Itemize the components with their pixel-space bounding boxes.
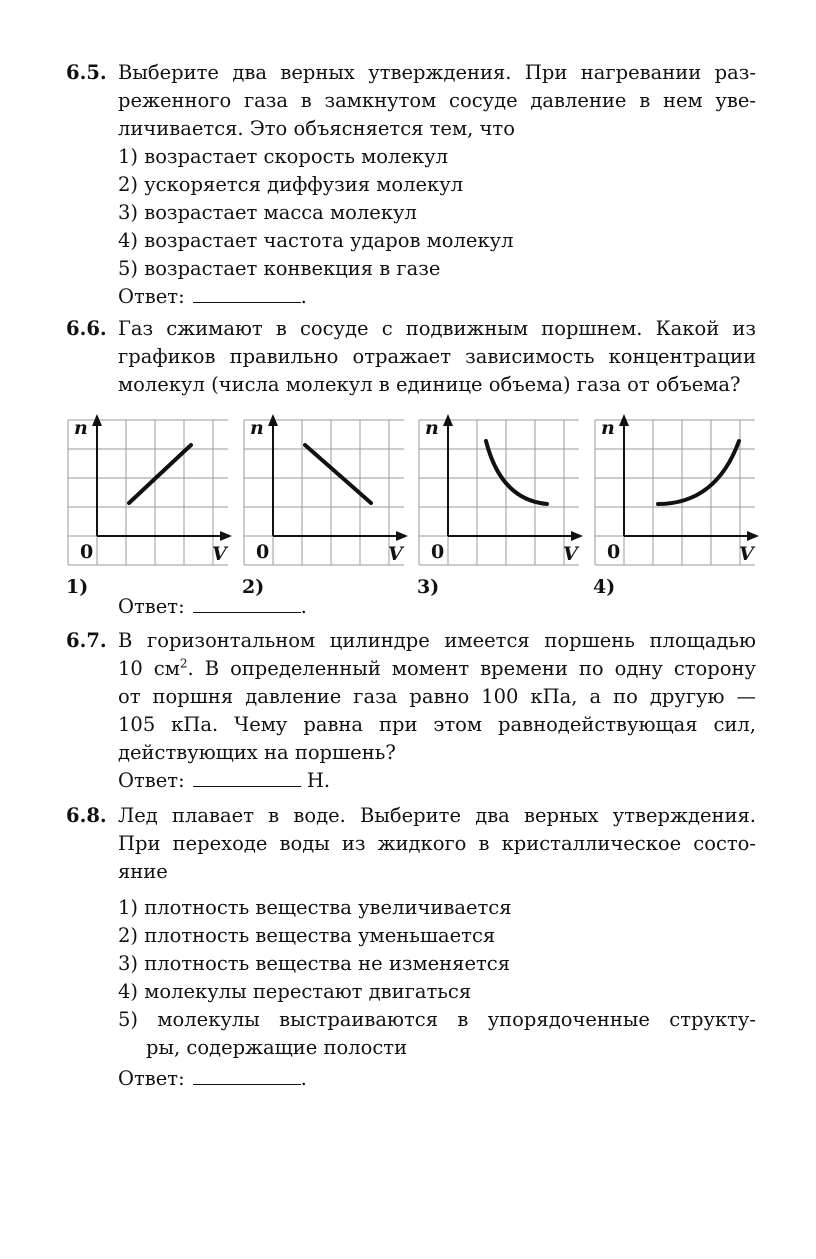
answer-blank[interactable]: [193, 596, 301, 613]
answer-row: [118, 1066, 307, 1092]
problem-text-line: яние: [118, 860, 168, 883]
answer-option: 1) возрастает скорость молекул: [118, 145, 449, 168]
x-axis-label: V: [388, 543, 403, 565]
problem-text-line: 105 кПа. Чему равна при этом равнодействующая сил,: [118, 713, 756, 736]
problem-text-line: от поршня давление газа равно 100 кПа, а по другую —: [118, 685, 756, 708]
answer-option: 1) плотность вещества увеличивается: [118, 896, 512, 919]
x-axis-label: V: [739, 543, 754, 565]
answer-label: Ответ:: [118, 595, 185, 618]
answer-option: 3) плотность вещества не изменяется: [118, 952, 511, 975]
answer-label: Ответ:: [118, 1067, 185, 1090]
x-axis-arrow: [571, 531, 583, 541]
x-axis-arrow: [747, 531, 759, 541]
text-fragment: . В определенный момент времени по одну сторону: [187, 657, 756, 680]
problem-number: 6.8.: [66, 804, 107, 827]
answer-tail: .: [300, 1067, 307, 1090]
problem-number: 6.6.: [66, 317, 107, 340]
answer-option: 2) плотность вещества уменьшается: [118, 924, 496, 947]
problem-text-line: При переходе воды из жидкого в кристаллическое состо-: [118, 832, 756, 855]
problem-text-line: реженного газа в замкнутом сосуде давление в нем уве-: [118, 89, 756, 112]
superscript: 2: [179, 656, 188, 671]
origin-label: 0: [256, 541, 270, 563]
x-axis-arrow: [396, 531, 408, 541]
problem-text-line: Выберите два верных утверждения. При нагревании раз-: [118, 61, 756, 84]
answer-option: 5) возрастает конвекция в газе: [118, 257, 441, 280]
answer-blank[interactable]: [193, 1068, 301, 1085]
answer-row: [118, 284, 307, 310]
graph-label: 4): [593, 576, 616, 598]
problem-text-line: действующих на поршень?: [118, 741, 396, 764]
answer-option: 4) возрастает частота ударов молекул: [118, 229, 514, 252]
answer-blank[interactable]: [193, 286, 301, 303]
x-axis-label: V: [563, 543, 578, 565]
answer-blank[interactable]: [193, 770, 301, 787]
graph-label: 1): [66, 576, 89, 598]
y-axis-label: n: [425, 417, 439, 439]
answer-option: 3) возрастает масса молекул: [118, 201, 417, 224]
origin-label: 0: [431, 541, 445, 563]
answer-tail: .: [300, 285, 307, 308]
problem-text-line: В горизонтальном цилиндре имеется поршень площадью: [118, 629, 756, 652]
graph-3: [415, 408, 585, 573]
answer-label: Ответ:: [118, 285, 185, 308]
graph-curve: [305, 445, 371, 503]
problem-number: 6.5.: [66, 61, 107, 84]
problem-number: 6.7.: [66, 629, 107, 652]
problem-text-line: графиков правильно отражает зависимость концентрации: [118, 345, 756, 368]
x-axis-arrow: [220, 531, 232, 541]
y-axis-label: n: [74, 417, 88, 439]
y-axis-label: n: [601, 417, 615, 439]
graph-label: 3): [417, 576, 440, 598]
answer-option: 5) молекулы выстраиваются в упорядоченные структу-: [118, 1008, 756, 1031]
answer-option: 4) молекулы перестают двигаться: [118, 980, 472, 1003]
problem-text-line: Газ сжимают в сосуде с подвижным поршнем. Какой из: [118, 317, 756, 340]
problem-text-line: личивается. Это объясняется тем, что: [118, 117, 515, 140]
problem-text-line: молекул (числа молекул в единице объема) газа от объема?: [118, 373, 741, 396]
graph-2: [240, 408, 410, 573]
graph-curve: [486, 441, 547, 504]
text-fragment: 10 см: [118, 657, 180, 680]
answer-option: 2) ускоряется диффузия молекул: [118, 173, 464, 196]
x-axis-label: V: [212, 543, 227, 565]
graph-curve: [129, 445, 191, 503]
answer-tail: .: [300, 595, 307, 618]
answer-unit: Н.: [306, 769, 331, 792]
graph-curve: [658, 441, 739, 504]
answer-label: Ответ:: [118, 769, 185, 792]
origin-label: 0: [80, 541, 94, 563]
graph-label: 2): [242, 576, 265, 598]
graph-4: [591, 408, 761, 573]
problem-text-line: [118, 656, 756, 682]
answer-option-continuation: ры, содержащие полости: [146, 1036, 408, 1059]
answer-row: [118, 594, 307, 620]
problem-text-line: Лед плавает в воде. Выберите два верных утверждения.: [118, 804, 756, 827]
y-axis-label: n: [250, 417, 264, 439]
graph-1: [64, 408, 234, 573]
answer-row: [118, 768, 330, 794]
origin-label: 0: [607, 541, 621, 563]
